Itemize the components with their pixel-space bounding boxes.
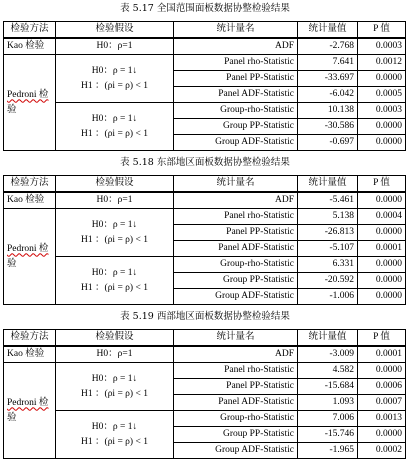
header-value: 统计量值 — [298, 176, 358, 193]
kao-p: 0.0003 — [358, 38, 406, 55]
statistic-value: 1.093 — [298, 395, 358, 411]
statistic-name: Group ADF-Statistic — [174, 443, 298, 459]
pedroni-method — [4, 363, 56, 459]
header-statistic: 统计量名 — [174, 330, 298, 347]
table-row — [4, 257, 406, 273]
statistic-name: Panel PP-Statistic — [174, 379, 298, 395]
statistic-value: 7.641 — [298, 55, 358, 71]
header-hypothesis: 检验假设 — [56, 22, 174, 39]
pedroni-hypothesis-panel — [56, 209, 174, 257]
table-caption-5-19: 表 5.19 西部地区面板数据协整检验结果 — [120, 311, 290, 322]
p-value: 0.0000 — [358, 427, 406, 443]
header-p: P 值 — [358, 330, 406, 347]
statistic-value: 4.582 — [298, 363, 358, 379]
statistic-value: 5.138 — [298, 209, 358, 225]
pedroni-method — [4, 209, 56, 305]
kao-statistic-name: ADF — [174, 38, 298, 55]
statistic-value: -1.965 — [298, 443, 358, 459]
pedroni-hypothesis-group — [56, 257, 174, 305]
pedroni-label-1: Pedroni 检 — [7, 397, 49, 408]
statistic-name: Panel ADF-Statistic — [174, 241, 298, 257]
header-statistic: 统计量名 — [174, 22, 298, 39]
cointegration-table-east — [3, 175, 406, 305]
hypothesis-h0: H0：ρ = 1↓ — [91, 373, 138, 384]
kao-value: -3.009 — [298, 346, 358, 363]
p-value: 0.0000 — [358, 289, 406, 305]
p-value: 0.0001 — [358, 241, 406, 257]
table-row — [4, 192, 406, 209]
statistic-value: -15.746 — [298, 427, 358, 443]
header-value: 统计量值 — [298, 22, 358, 39]
header-method: 检验方法 — [4, 176, 56, 193]
pedroni-hypothesis-group — [56, 411, 174, 459]
kao-method: Kao 检验 — [4, 346, 56, 363]
p-value: 0.0007 — [358, 395, 406, 411]
hypothesis-h1: H1 ：(ρi = ρ) < 1 — [81, 388, 148, 399]
header-hypothesis: 检验假设 — [56, 330, 174, 347]
header-p: P 值 — [358, 22, 406, 39]
pedroni-label-1: Pedroni 检 — [7, 243, 49, 254]
header-hypothesis: 检验假设 — [56, 176, 174, 193]
hypothesis-h1: H1 ：(ρi = ρ) < 1 — [81, 128, 148, 139]
statistic-value: -15.684 — [298, 379, 358, 395]
table-row — [4, 363, 406, 379]
statistic-name: Group ADF-Statistic — [174, 135, 298, 151]
statistic-name: Panel PP-Statistic — [174, 225, 298, 241]
header-method: 检验方法 — [4, 22, 56, 39]
hypothesis-h1: H1 ：(ρi = ρ) < 1 — [81, 436, 148, 447]
cointegration-table-west — [3, 329, 406, 459]
statistic-name: Group PP-Statistic — [174, 119, 298, 135]
hypothesis-h0: H0：ρ = 1↓ — [91, 219, 138, 230]
statistic-value: -1.006 — [298, 289, 358, 305]
p-value: 0.0000 — [358, 257, 406, 273]
hypothesis-h0: H0：ρ = 1↓ — [91, 113, 138, 124]
header-p: P 值 — [358, 176, 406, 193]
table-caption-5-17: 表 5.17 全国范围面板数据协整检验结果 — [120, 3, 290, 14]
table-row — [4, 55, 406, 71]
p-value: 0.0000 — [358, 119, 406, 135]
p-value: 0.0000 — [358, 225, 406, 241]
table-header-row — [4, 22, 406, 39]
pedroni-label-2: 验 — [7, 104, 17, 115]
p-value: 0.0000 — [358, 135, 406, 151]
p-value: 0.0004 — [358, 209, 406, 225]
kao-statistic-name: ADF — [174, 346, 298, 363]
statistic-name: Group-rho-Statistic — [174, 257, 298, 273]
kao-method: Kao 检验 — [4, 38, 56, 55]
statistic-value: -20.592 — [298, 273, 358, 289]
statistic-name: Group PP-Statistic — [174, 273, 298, 289]
hypothesis-h0: H0：ρ = 1↓ — [91, 65, 138, 76]
statistic-value: -30.586 — [298, 119, 358, 135]
statistic-name: Panel rho-Statistic — [174, 209, 298, 225]
pedroni-label-2: 验 — [7, 258, 17, 269]
statistic-value: -5.107 — [298, 241, 358, 257]
statistic-name: Panel rho-Statistic — [174, 55, 298, 71]
p-value: 0.0005 — [358, 87, 406, 103]
p-value: 0.0013 — [358, 411, 406, 427]
statistic-name: Panel rho-Statistic — [174, 363, 298, 379]
pedroni-label-1: Pedroni 检 — [7, 89, 49, 100]
kao-hypothesis: H0：ρ=1 — [56, 38, 174, 55]
p-value: 0.0000 — [358, 273, 406, 289]
statistic-name: Group ADF-Statistic — [174, 289, 298, 305]
kao-value: -2.768 — [298, 38, 358, 55]
hypothesis-h0: H0：ρ = 1↓ — [91, 267, 138, 278]
kao-method: Kao 检验 — [4, 192, 56, 209]
statistic-value: 10.138 — [298, 103, 358, 119]
statistic-value: 7.006 — [298, 411, 358, 427]
table-row — [4, 346, 406, 363]
pedroni-hypothesis-panel — [56, 363, 174, 411]
pedroni-method — [4, 55, 56, 151]
p-value: 0.0000 — [358, 363, 406, 379]
pedroni-hypothesis-group — [56, 103, 174, 151]
kao-p: 0.0000 — [358, 192, 406, 209]
p-value: 0.0006 — [358, 379, 406, 395]
table-row — [4, 411, 406, 427]
p-value: 0.0003 — [358, 103, 406, 119]
table-row — [4, 103, 406, 119]
hypothesis-h0: H0：ρ = 1↓ — [91, 421, 138, 432]
statistic-value: -26.813 — [298, 225, 358, 241]
cointegration-table-national — [3, 21, 406, 151]
kao-p: 0.0001 — [358, 346, 406, 363]
hypothesis-h1: H1 ：(ρi = ρ) < 1 — [81, 80, 148, 91]
p-value: 0.0002 — [358, 443, 406, 459]
kao-statistic-name: ADF — [174, 192, 298, 209]
pedroni-hypothesis-panel — [56, 55, 174, 103]
statistic-name: Group-rho-Statistic — [174, 411, 298, 427]
statistic-value: -33.697 — [298, 71, 358, 87]
statistic-name: Group PP-Statistic — [174, 427, 298, 443]
kao-hypothesis: H0：ρ=1 — [56, 192, 174, 209]
kao-hypothesis: H0：ρ=1 — [56, 346, 174, 363]
table-caption-5-18: 表 5.18 东部地区面板数据协整检验结果 — [120, 157, 290, 168]
statistic-name: Panel PP-Statistic — [174, 71, 298, 87]
p-value: 0.0000 — [358, 71, 406, 87]
table-row — [4, 38, 406, 55]
p-value: 0.0012 — [358, 55, 406, 71]
hypothesis-h1: H1 ：(ρi = ρ) < 1 — [81, 234, 148, 245]
statistic-name: Group-rho-Statistic — [174, 103, 298, 119]
statistic-name: Panel ADF-Statistic — [174, 395, 298, 411]
hypothesis-h1: H1 ：(ρi = ρ) < 1 — [81, 282, 148, 293]
table-header-row — [4, 176, 406, 193]
statistic-value: -6.042 — [298, 87, 358, 103]
table-header-row — [4, 330, 406, 347]
header-statistic: 统计量名 — [174, 176, 298, 193]
header-value: 统计量值 — [298, 330, 358, 347]
pedroni-label-2: 验 — [7, 412, 17, 423]
table-row — [4, 209, 406, 225]
header-method: 检验方法 — [4, 330, 56, 347]
statistic-name: Panel ADF-Statistic — [174, 87, 298, 103]
statistic-value: -0.697 — [298, 135, 358, 151]
statistic-value: 6.331 — [298, 257, 358, 273]
kao-value: -5.461 — [298, 192, 358, 209]
